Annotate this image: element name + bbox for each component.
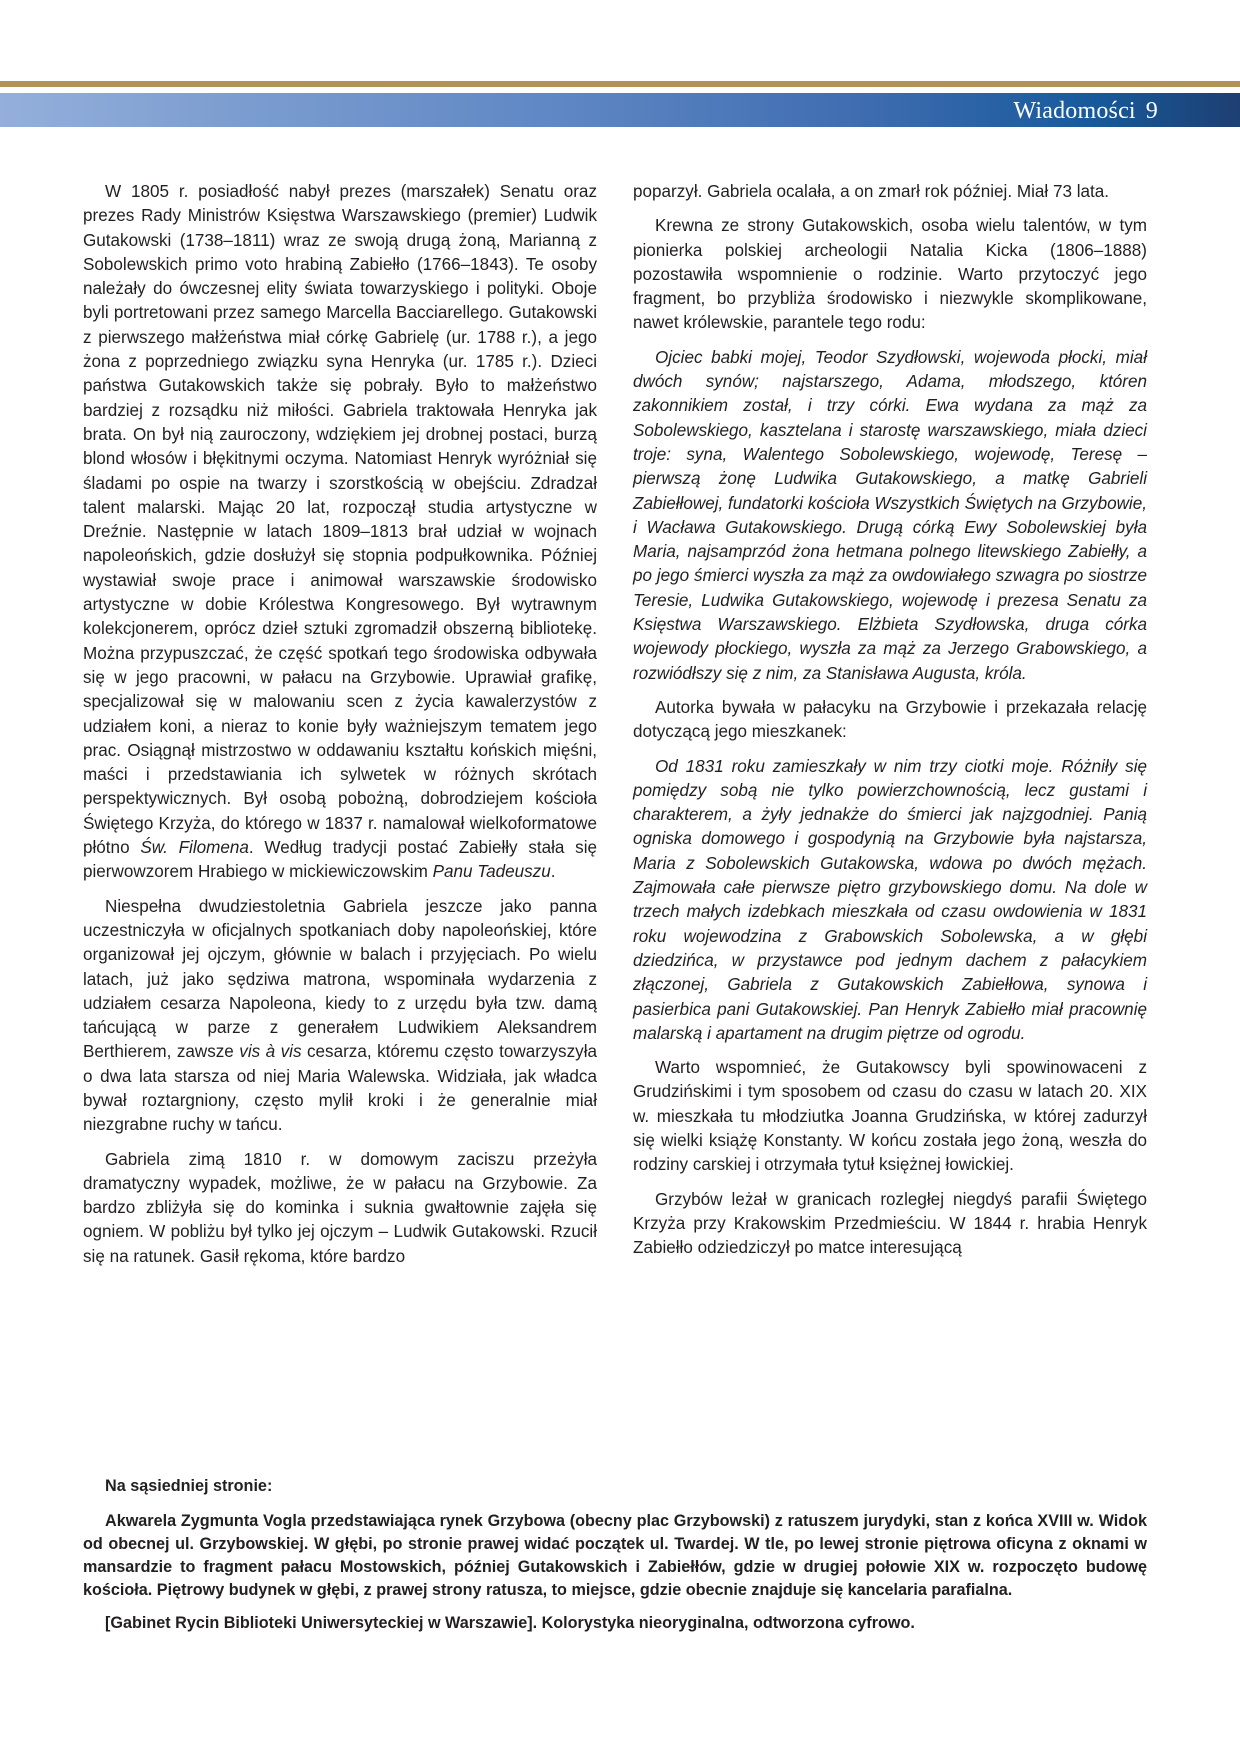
paragraph: poparzył. Gabriela ocalała, a on zmarł rok później. Miał 73 lata. bbox=[633, 182, 1110, 201]
paragraph bbox=[83, 895, 597, 1138]
caption-body: Akwarela Zygmunta Vogla przedstawiająca rynek Grzybowa (obecny plac Grzybowski) z ratuszem jurydyki, stan z końca XVIII w. Widok od obecnej ul. Grzybowskiej. W głębi, po stronie prawej widać początek ul. Twardej. W tle, po lewej stronie piętrowa oficyna z oknami w mansardzie to fragment pałacu Mostowskich, później Gutakowskich i Zabiełłów, gdzie w drugiej połowie XIX w. rozpoczęto budowę kościoła. Piętrowy budynek w głębi, z prawej strony ratusza, to miejsce, gdzie obecnie znajduje się kancelaria parafialna. bbox=[83, 1512, 1147, 1599]
paragraph-text: W 1805 r. posiadłość nabył prezes (marszałek) Senatu oraz prezes Rady Ministrów Księstwa Warszawskiego (premier) Ludwik Gutakowski (1738–1811) wraz ze swoją drugą żoną, Marianną z Sobolewskich primo voto hrabiną Zabiełło (1766–1843). Te osoby należały do ówczesnej elity świata towarzyskiego i polityki. Oboje byli portretowani przez samego Marcella Bacciarellego. Gutakowski z pierwszego małżeństwa miał córkę Gabrielę (ur. 1788 r.), a jego żona z poprzedniego związku syna Henryka (ur. 1785 r.). Dzieci państwa Gutakowskich także się pobrały. Było to małżeństwo bardziej z rozsądku niż miłości. Gabriela traktowała Henryka jak brata. On był nią zauroczony, wdziękiem jej drobnej postaci, burzą blond włosów i błękitnymi oczyma. Natomiast Henryk wyróżniał się śladami po ospie na twarzy i szorstkością w obejściu. Zdradzał talent malarski. Mając 20 lat, rozpoczął studia artystyczne w Dreźnie. Następnie w latach 1809–1813 brał udział w wojnach napoleońskich, gdzie dosłużył się stopnia podpułkownika. Później wystawiał swoje prace i animował warszawskie środowisko artystyczne w dobie Królestwa Kongresowego. Był wytrawnym kolekcjonerem, oprócz dzieł sztuki zgromadził obszerną bibliotekę. Można przypuszczać, że część spotkań tego środowiska odbywała się w jego pracowni, w pałacu na Grzybowie. Uprawiał grafikę, specjalizował się w malowaniu scen z życia kawalerzystów z udziałem koni, a nieraz to konie były ważniejszym tematem jego prac. Osiągnął mistrzostwo w oddawaniu kształtu końskich mięśni, maści i przedstawiania ich sylwetek w różnych skrótach perspektywicznych. Był osobą pobożną, dobrodziejem kościoła Świętego Krzyża, do którego w 1837 r. namalował wielkoformatowe płótno bbox=[83, 182, 597, 858]
caption-heading: Na sąsiedniej stronie: bbox=[105, 1477, 273, 1495]
figure-caption bbox=[83, 1475, 1147, 1645]
running-header bbox=[1013, 93, 1158, 127]
paragraph-text: cesarza, któremu często towarzyszyła o dwa lata starsza od niej Maria Walewska. Widziała, jak władca bywał roztargniony, często mylił kroki i że generalnie miał niezgrabne ruchy w tańcu. bbox=[83, 1042, 597, 1135]
left-column bbox=[83, 180, 597, 1279]
book-title: Panu Tadeuszu bbox=[432, 862, 551, 882]
paragraph: Warto wspomnieć, że Gutakowscy byli spowinowaceni z Grudzińskimi i tym sposobem od czasu do czasu w latach 20. XIX w. mieszkała tu młodziutka Joanna Grudzińska, w której zadurzył się wielki książę Konstanty. W końcu została jego żoną, weszła do rodziny carskiej i otrzymała tytuł księżnej łowickiej. bbox=[633, 1058, 1147, 1175]
italic-phrase: vis à vis bbox=[239, 1042, 302, 1062]
caption-credit: [Gabinet Rycin Biblioteki Uniwersyteckiej w Warszawie]. Kolorystyka nieoryginalna, odtworzona cyfrowo. bbox=[105, 1614, 915, 1632]
paragraph: Grzybów leżał w granicach rozległej niegdyś parafii Świętego Krzyża przy Krakowskim Przedmieściu. W 1844 r. hrabia Henryk Zabiełło odziedziczył po matce interesującą bbox=[633, 1189, 1147, 1258]
paragraph: Krewna ze strony Gutakowskich, osoba wielu talentów, w tym pionierka polskiej archeologii Natalia Kicka (1806–1888) pozostawiła wspomnienie o rodzinie. Warto przytoczyć jego fragment, bo przybliża środowisko i niezwykle skomplikowane, nawet królewskie, parantele tego rodu: bbox=[633, 216, 1147, 333]
quotation: Od 1831 roku zamieszkały w nim trzy ciotki moje. Różniły się pomiędzy sobą nie tylko powierzchownością, lecz gustami i charakterem, a żyły jednakże do śmierci jak najzgodniej. Panią ogniska domowego i gospodynią na Grzybowie była najstarsza, Maria z Sobolewskich Gutakowska, wdowa po dwóch mężach. Zajmowała całe pierwsze piętro grzybowskiego domu. Na dole w trzech małych izdebkach mieszkała od czasu owdowienia w 1831 roku wojewodzina z Grabowskich Sobolewska, a w głębi dziedzińca, w przystawce pod jednym dachem z pałacykiem złączonej, Gabriela z Gutakowskich Zabiełłowa, synowa i pasierbica pani Gutakowskiej. Pan Henryk Zabiełło miał pracownię malarską i apartament na drugim piętrze od ogrodu. bbox=[633, 756, 1147, 1043]
quotation: Ojciec babki mojej, Teodor Szydłowski, wojewoda płocki, miał dwóch synów; najstarszego, Adama, młodszego, któren zakonnikiem został, i trzy córki. Ewa wydana za mąż za Sobolewskiego, kasztelana i starostę warszawskiego, miała dzieci troje: syna, Walentego Sobolewskiego, wojewodę, Teresę – pierwszą żonę Ludwika Gutakowskiego, a matkę Gabrieli Zabiełłowej, fundatorki kościoła Wszystkich Świętych na Grzybowie, i Wacława Gutakowskiego. Drugą córką Ewy Sobolewskiej była Maria, najsamprzód żona hetmana polnego litewskiego Zabiełły, a po jego śmierci wyszła za mąż za owdowiałego szwagra po siostrze Teresie, Ludwika Gutakowskiego, wojewodę i prezesa Senatu za Księstwa Warszawskiego. Elżbieta Szydłowska, druga córka wojewody płockiego, wyszła za mąż za Jerzego Grabowskiego, a rozwiódłszy się z nim, za Stanisława Augusta, króla. bbox=[633, 347, 1147, 683]
artwork-title: Św. Filomena bbox=[140, 838, 249, 858]
header-gold-rule bbox=[0, 81, 1240, 87]
paragraph-text: . bbox=[550, 862, 556, 882]
right-column bbox=[633, 180, 1147, 1270]
section-title: Wiadomości bbox=[1013, 98, 1136, 124]
paragraph: Autorka bywała w pałacyku na Grzybowie i przekazała relację dotyczącą jego mieszkanek: bbox=[633, 697, 1147, 742]
paragraph-text: . Według tradycji postać Zabiełły stała się pierwowzorem Hrabiego w mickiewiczowskim bbox=[83, 838, 598, 882]
paragraph: Gabriela zimą 1810 r. w domowym zaciszu przeżyła dramatyczny wypadek, możliwe, że w pałacu na Grzybowie. Za bardzo zbliżyła się do kominka i suknia gwałtownie zajęła się ogniem. W pobliżu był tylko jej ojczym – Ludwik Gutakowski. Rzucił się na ratunek. Gasił rękoma, które bardzo bbox=[83, 1149, 597, 1266]
paragraph-text: Niespełna dwudziestoletnia Gabriela jeszcze jako panna uczestniczyła w oficjalnych spotkaniach doby napoleońskiej, które organizował jej ojczym, głównie w balach i przyjęciach. Po wielu latach, już jako sędziwa matrona, wspominała wydarzenia z udziałem cesarza Napoleona, kiedy to z urzędu była tzw. damą tańcującą w parze z generałem Ludwikiem Aleksandrem Berthierem, zawsze bbox=[83, 896, 597, 1062]
paragraph bbox=[83, 180, 597, 885]
page-number: 9 bbox=[1145, 98, 1158, 124]
